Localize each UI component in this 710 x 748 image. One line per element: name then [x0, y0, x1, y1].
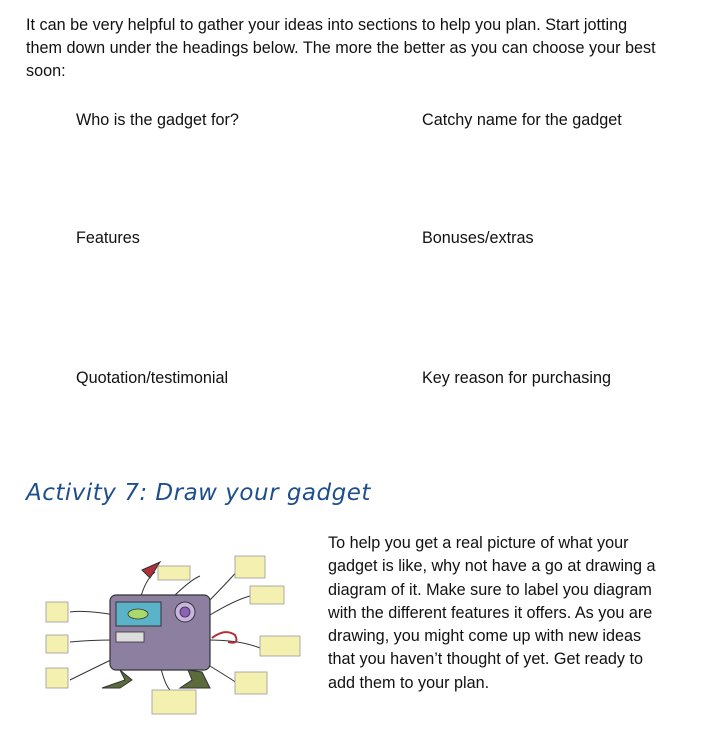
note [260, 636, 300, 656]
gadget-drawing [40, 540, 310, 720]
note [46, 635, 68, 653]
intro-paragraph: It can be very helpful to gather your ideas into sections to help you plan. Start jotting them down under the headings below. The more the better as you can choose your best soon: [26, 16, 656, 80]
note [46, 668, 68, 688]
heading-features: Features [76, 229, 140, 247]
gadget-illustration [40, 540, 310, 720]
heading-bonuses: Bonuses/extras [422, 229, 534, 247]
heading-who-for: Who is the gadget for? [76, 111, 239, 129]
right-boot-icon [180, 670, 210, 688]
heading-catchy-name: Catchy name for the gadget [422, 111, 622, 129]
note [250, 586, 284, 604]
note [152, 690, 196, 714]
note [46, 602, 68, 622]
keypad-icon [116, 632, 144, 642]
note [235, 556, 265, 578]
left-boot-icon [102, 670, 132, 688]
note [235, 672, 267, 694]
heading-key-reason: Key reason for purchasing [422, 369, 611, 387]
red-flag-icon [142, 562, 160, 578]
activity-title: Activity 7: Draw your gadget [26, 480, 371, 506]
note [158, 566, 190, 580]
heading-quotation: Quotation/testimonial [76, 369, 229, 387]
activity-body-text: To help you get a real picture of what your gadget is like, why not have a go at drawing a diagram of it. Make sure to label you diagram with the different features it offers. As you are drawing, you might come up with new ideas that you haven’t thought of yet. Get ready to add them to your plan. [328, 534, 656, 692]
